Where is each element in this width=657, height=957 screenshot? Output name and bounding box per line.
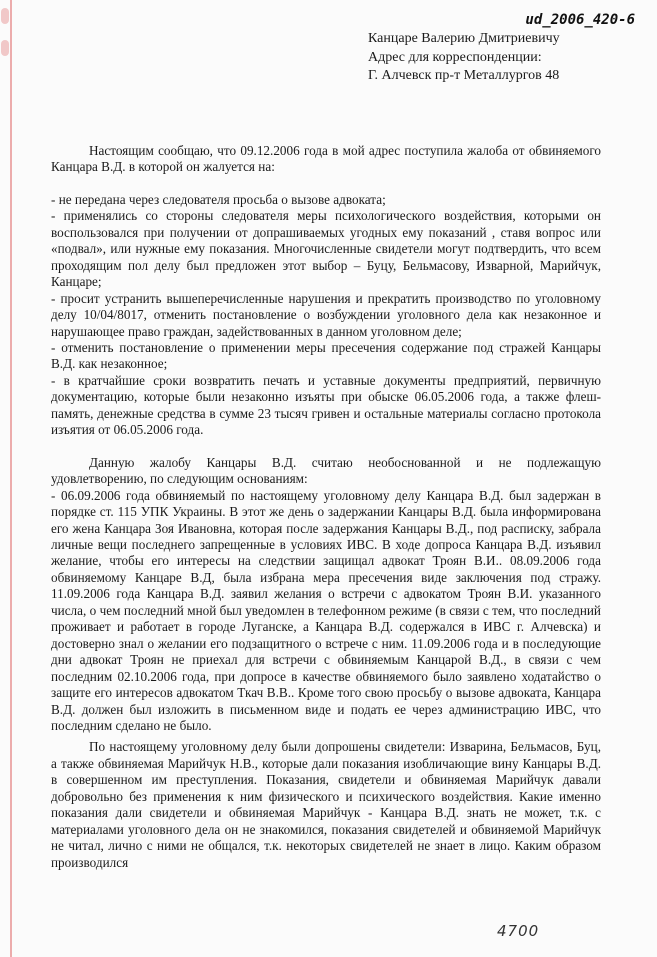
grounds-paragraph: - 06.09.2006 года обвиняемый по настоящему уголовному делу Канцара В.Д. был задержан в порядке ст. 115 УПК Украины. В этот же день о задержании Канцары В.Д. была информирована его жена Канцара Зоя Ивановна, которая после задержания Канцары В.Д., под расписку, забрала личные вещи последнего запрещенные в условиях ИВС. В ходе допроса Канцара В.Д. изъявил желание, чтобы его интересы на следствии защищал адвокат Троян В.И.. 08.09.2006 года обвиняемому Канцаре В.Д, была избрана мера пресечения виде заключения под стражу. 11.09.2006 года Канцара В.Д. заявил желания о встречи с адвокатом Троян В.И. указанного числа, о чем последний мной был уведомлен в телефонном режиме (в связи с тем, что последний проживает и работает в городе Луганске, а Канцара В.Д. содержался в ИВС г. Алчевска) и достоверно знал о желании его подзащитного о встрече с ним. 11.09.2006 года и в последующие дни адвокат Троян не приехал для встречи с обвиняемым Канцарой В.Д., в связи с чем последним 02.10.2006 года, при допросе в качестве обвиняемого было заявлено ходатайство о защите его интересов адвокатом Ткач В.В.. Кроме того свою просьбу о вызове адвоката, Канцара В.Д. должен был изложить в письменном виде и подать ее через администрацию ИВС, что последним сделано не было. (51, 487, 601, 733)
page-number: 4700 (497, 922, 540, 940)
punch-hole-mark (1, 40, 9, 56)
address-location: Г. Алчевск пр-т Металлургов 48 (368, 68, 560, 83)
conclusion-paragraph: Данную жалобу Канцары В.Д. считаю необоснованной и не подлежащую удовлетворению, по следующим основаниям: (51, 454, 601, 487)
document-id: ud_2006_420-6 (525, 12, 635, 28)
letter-body (51, 143, 601, 871)
address-block (368, 30, 638, 86)
complaint-item: - в кратчайшие сроки возвратить печать и уставные документы предприятий, первичную документацию, которые были незаконно изъяты при обыске 06.05.2006 года, а также флеш-память, денежные средства в сумме 23 тысяч гривен и остальные материалы согласно протокола изъятия от 06.05.2006 года. (51, 372, 601, 438)
complaint-item: - отменить постановление о применении меры пресечения содержание под стражей Канцары В.Д. как незаконное; (51, 339, 601, 372)
complaint-item: - применялись со стороны следователя меры психологического воздействия, которыми он воспользовался при получении от допрашиваемых угодных ему показаний , ставя вопрос или «подвал», или нужные ему показания. Многочисленные свидетели могут подтвердить, что всем проходящим пол делу был предложен этот выбор – Буцу, Бельмасову, Изварной, Марийчук, Канцаре; (51, 208, 601, 290)
recipient-name: Канцаре Валерию Дмитриевичу (368, 31, 560, 46)
margin-rule (10, 0, 12, 957)
witnesses-paragraph: По настоящему уголовному делу были допрошены свидетели: Изварина, Бельмасов, Буц, а также обвиняемая Марийчук Н.В., которые дали показания изобличающие вину Канцары В.Д. в совершенном им преступления. Показания, свидетели и обвиняемая Марийчук давали добровольно без применения к ним физического и психического воздействия. Какие именно показания дали свидетели и обвиняемая Марийчук - Канцара В.Д. знать не может, т.к. с материалами уголовного дела он не знакомился, показания свидетелей и обвиняемой Марийчук не читал, лично с ними не общался, т.к. некоторых свидетелей не знает в лицо. Каким образом производился (51, 739, 601, 870)
intro-paragraph: Настоящим сообщаю, что 09.12.2006 года в мой адрес поступила жалоба от обвиняемого Канцара В.Д. в которой он жалуется на: (51, 143, 601, 175)
complaint-item: - не передана через следователя просьба о вызове адвоката; (51, 191, 386, 207)
punch-hole-mark (1, 8, 9, 24)
address-label: Адрес для корреспонденции: (368, 49, 542, 65)
complaint-item: - просит устранить вышеперечисленные нарушения и прекратить производство по уголовному делу 10/04/8017, отменить постановление о возбуждении уголовного дела как незаконное и нарушающее право граждан, задействованных в данном уголовном деле; (51, 290, 601, 339)
